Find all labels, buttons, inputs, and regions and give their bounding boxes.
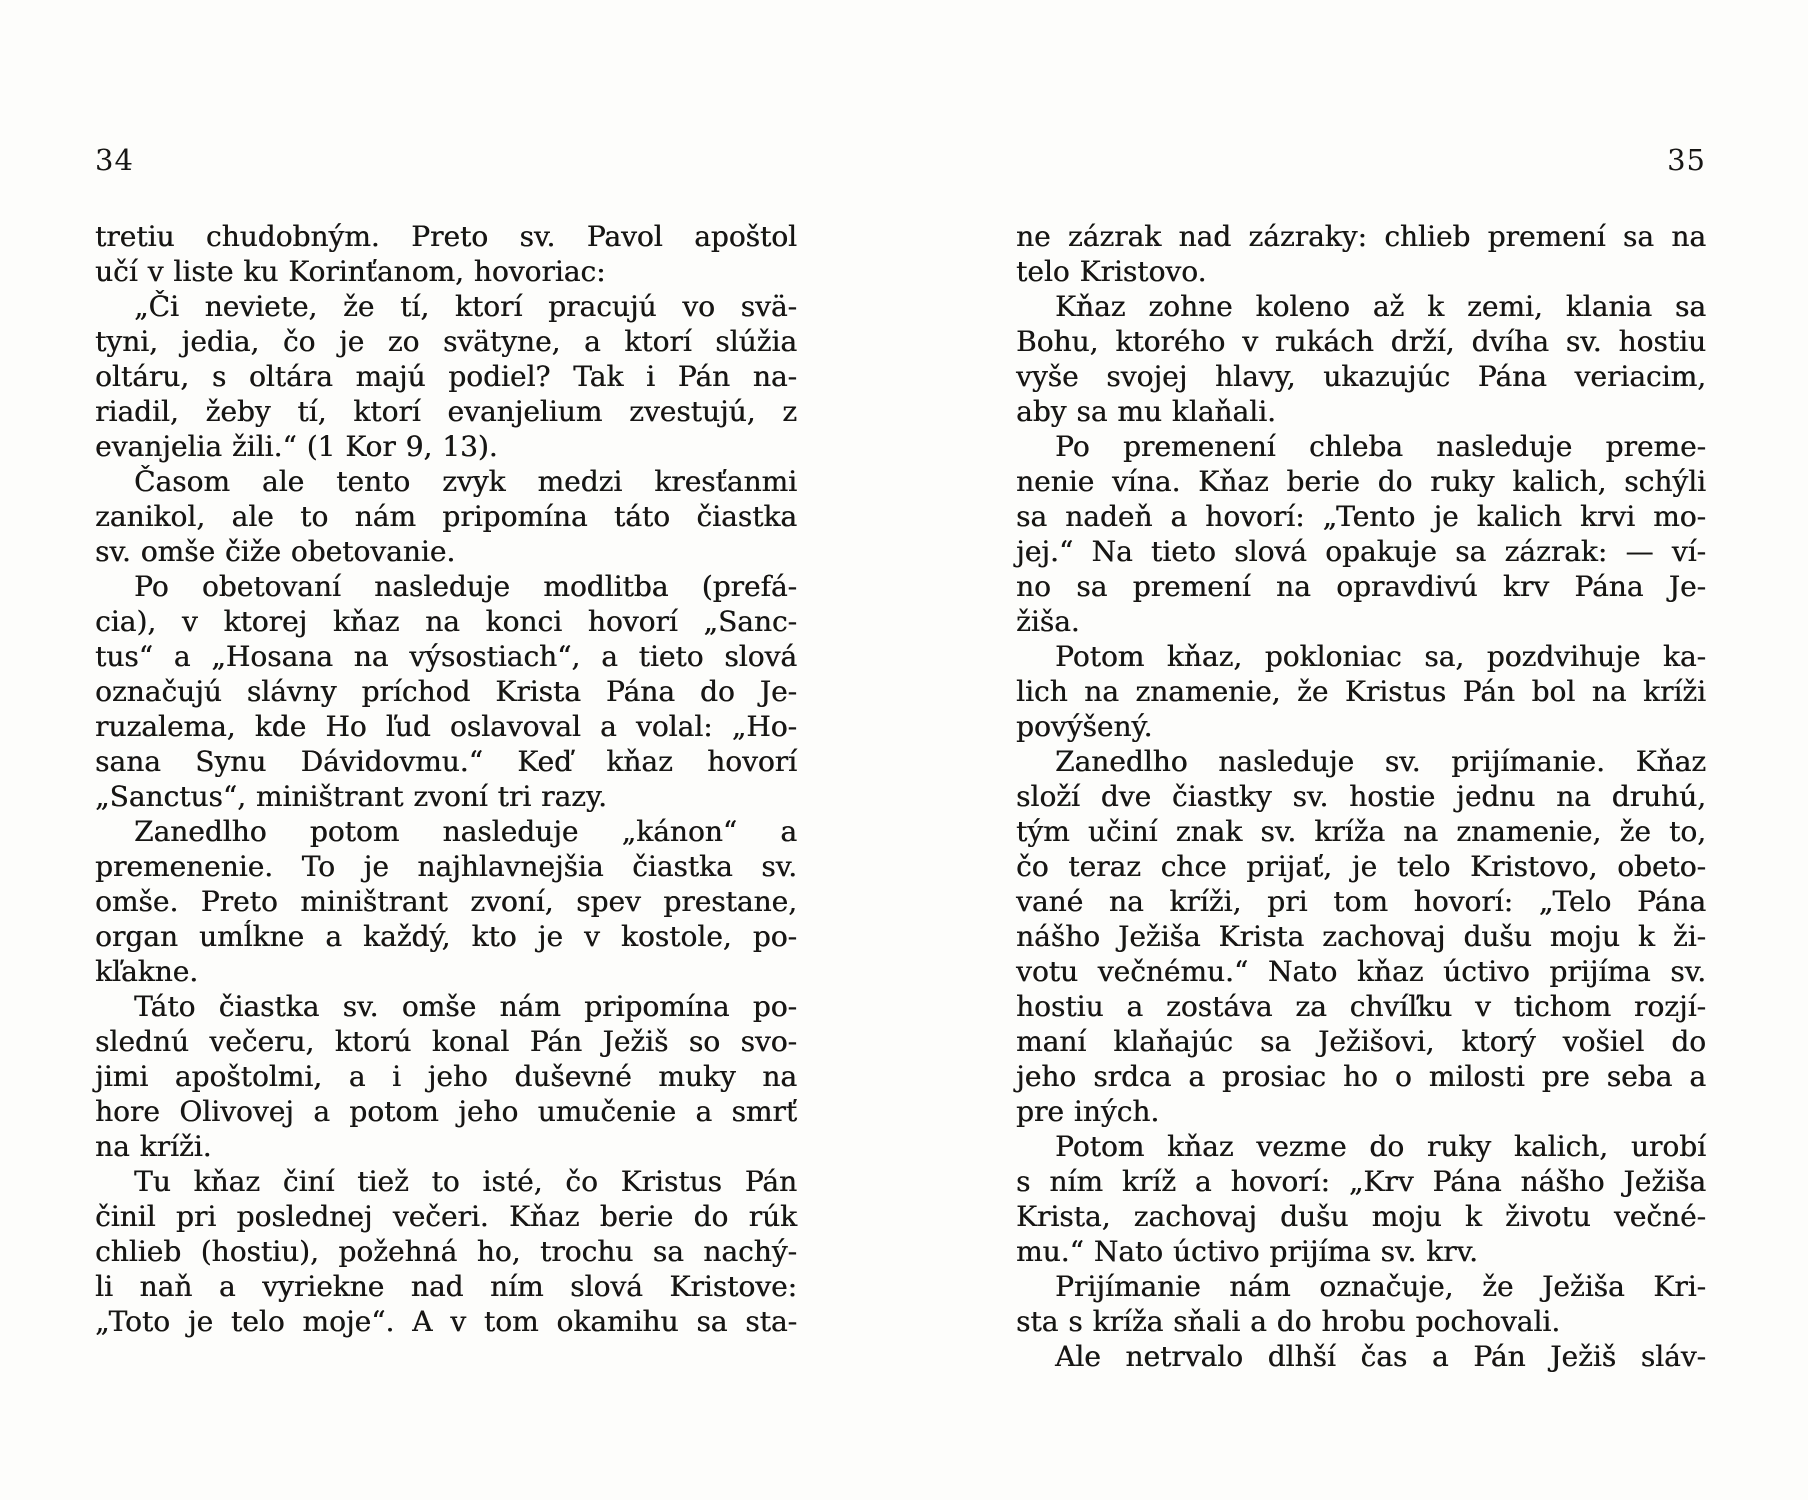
page-number-right: 35 bbox=[1667, 143, 1706, 177]
page-number-left: 34 bbox=[95, 143, 134, 177]
text-line: Časom ale tento zvyk medzi kresťanmi bbox=[134, 465, 797, 498]
text-line: označujú slávny príchod Krista Pána do Je- bbox=[95, 675, 797, 708]
text-line: lich na znamenie, že Kristus Pán bol na kríži bbox=[1016, 675, 1706, 708]
text-line: tým učiní znak sv. kríža na znamenie, že to, bbox=[1016, 815, 1706, 848]
text-line: votu večnému.“ Nato kňaz úctivo prijíma sv. bbox=[1016, 955, 1706, 988]
text-line: učí v liste ku Korinťanom, hovoriac: bbox=[95, 255, 606, 288]
text-line: evanjelia žili.“ (1 Kor 9, 13). bbox=[95, 430, 498, 463]
text-line: tretiu chudobným. Preto sv. Pavol apoštol bbox=[95, 220, 797, 253]
text-line: nenie vína. Kňaz berie do ruky kalich, schýli bbox=[1016, 465, 1706, 498]
text-line: Po premenení chleba nasleduje preme- bbox=[1055, 430, 1706, 463]
text-line: tyni, jedia, čo je zo svätyne, a ktorí slúžia bbox=[95, 325, 797, 358]
text-line: Ale netrvalo dlhší čas a Pán Ježiš sláv- bbox=[1055, 1340, 1706, 1373]
text-line: sv. omše čiže obetovanie. bbox=[95, 535, 456, 568]
text-line: na kríži. bbox=[95, 1130, 212, 1163]
page-34 bbox=[95, 142, 797, 1339]
text-line: vané na kríži, pri tom hovorí: „Telo Pána bbox=[1016, 885, 1706, 918]
text-line: chlieb (hostiu), požehná ho, trochu sa nachý- bbox=[95, 1235, 797, 1268]
text-line: vyše svojej hlavy, ukazujúc Pána veriacim, bbox=[1016, 360, 1706, 393]
text-line: ruzalema, kde Ho ľud oslavoval a volal: „Ho- bbox=[95, 710, 797, 743]
text-line: „Sanctus“, miništrant zvoní tri razy. bbox=[95, 780, 607, 813]
text-line: jej.“ Na tieto slová opakuje sa zázrak: — ví- bbox=[1016, 535, 1706, 568]
text-line: organ umĺkne a každý, kto je v kostole, po- bbox=[95, 920, 797, 953]
text-line: Potom kňaz vezme do ruky kalich, urobí bbox=[1055, 1130, 1706, 1163]
text-line: složí dve čiastky sv. hostie jednu na druhú, bbox=[1016, 780, 1706, 813]
text-line: telo Kristovo. bbox=[1016, 255, 1207, 288]
text-line: čo teraz chce prijať, je telo Kristovo, obeto- bbox=[1016, 850, 1706, 883]
text-line: zanikol, ale to nám pripomína táto čiastka bbox=[95, 500, 797, 533]
text-line: aby sa mu klaňali. bbox=[1016, 395, 1276, 428]
text-line: žiša. bbox=[1016, 605, 1080, 638]
page-35 bbox=[1016, 142, 1706, 1374]
text-line: povýšený. bbox=[1016, 710, 1153, 743]
text-line: tus“ a „Hosana na výsostiach“, a tieto slová bbox=[95, 640, 797, 673]
text-line: riadil, žeby tí, ktorí evanjelium zvestujú, z bbox=[95, 395, 797, 428]
text-line: li naň a vyriekne nad ním slová Kristove: bbox=[95, 1270, 797, 1303]
text-line: premenenie. To je najhlavnejšia čiastka sv. bbox=[95, 850, 797, 883]
text-line: sana Synu Dávidovmu.“ Keď kňaz hovorí bbox=[95, 745, 797, 778]
text-line: sta s kríža sňali a do hrobu pochovali. bbox=[1016, 1305, 1561, 1338]
text-line: činil pri poslednej večeri. Kňaz berie do rúk bbox=[95, 1200, 797, 1233]
text-line: maní klaňajúc sa Ježišovi, ktorý vošiel do bbox=[1016, 1025, 1706, 1058]
text-line: hore Olivovej a potom jeho umučenie a smrť bbox=[95, 1095, 797, 1128]
text-line: omše. Preto miništrant zvoní, spev prestane, bbox=[95, 885, 797, 918]
text-line: slednú večeru, ktorú konal Pán Ježiš so svo- bbox=[95, 1025, 797, 1058]
text-line: oltáru, s oltára majú podiel? Tak i Pán na- bbox=[95, 360, 797, 393]
text-line: Kňaz zohne koleno až k zemi, klania sa bbox=[1055, 290, 1706, 323]
text-line: Tu kňaz činí tiež to isté, čo Kristus Pán bbox=[134, 1165, 797, 1198]
text-line: jeho srdca a prosiac ho o milosti pre seba a bbox=[1016, 1060, 1706, 1093]
text-line: s ním kríž a hovorí: „Krv Pána nášho Ježiša bbox=[1016, 1165, 1706, 1198]
text-line: hostiu a zostáva za chvíľku v tichom rozjí- bbox=[1016, 990, 1706, 1023]
text-line: pre iných. bbox=[1016, 1095, 1160, 1128]
text-line: Zanedlho potom nasleduje „kánon“ a bbox=[134, 815, 797, 848]
text-line: „Či neviete, že tí, ktorí pracujú vo svä- bbox=[134, 290, 797, 323]
text-line: cia), v ktorej kňaz na konci hovorí „Sanc- bbox=[95, 605, 797, 638]
text-line: Táto čiastka sv. omše nám pripomína po- bbox=[134, 990, 797, 1023]
text-line: Krista, zachovaj dušu moju k životu večné- bbox=[1016, 1200, 1706, 1233]
text-column-right bbox=[1016, 219, 1706, 1374]
text-line: ne zázrak nad zázraky: chlieb premení sa na bbox=[1016, 220, 1706, 253]
text-line: „Toto je telo moje“. A v tom okamihu sa sta- bbox=[95, 1305, 797, 1338]
text-line: Po obetovaní nasleduje modlitba (prefá- bbox=[134, 570, 797, 603]
text-line: mu.“ Nato úctivo prijíma sv. krv. bbox=[1016, 1235, 1478, 1268]
text-line: no sa premení na opravdivú krv Pána Je- bbox=[1016, 570, 1706, 603]
text-column-left bbox=[95, 219, 797, 1339]
text-line: nášho Ježiša Krista zachovaj dušu moju k ži- bbox=[1016, 920, 1706, 953]
text-line: Bohu, ktorého v rukách drží, dvíha sv. hostiu bbox=[1016, 325, 1706, 358]
text-line: kľakne. bbox=[95, 955, 199, 988]
text-line: sa nadeň a hovorí: „Tento je kalich krvi mo- bbox=[1016, 500, 1706, 533]
text-line: jimi apoštolmi, a i jeho duševné muky na bbox=[95, 1060, 797, 1093]
text-line: Zanedlho nasleduje sv. prijímanie. Kňaz bbox=[1055, 745, 1706, 778]
text-line: Potom kňaz, pokloniac sa, pozdvihuje ka- bbox=[1055, 640, 1706, 673]
text-line: Prijímanie nám označuje, že Ježiša Kri- bbox=[1055, 1270, 1706, 1303]
